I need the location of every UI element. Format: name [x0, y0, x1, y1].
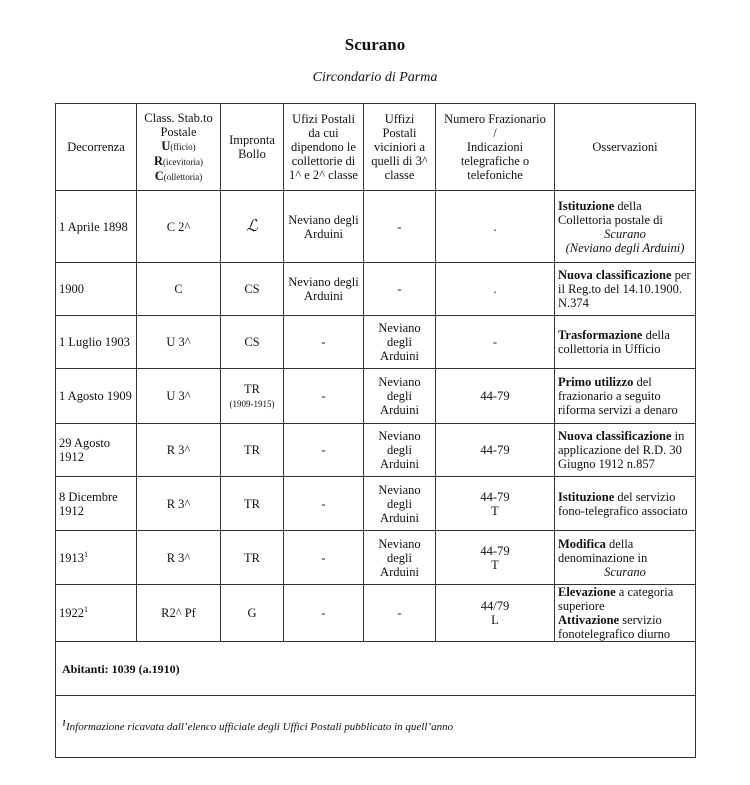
- oss-bold: Istituzione: [558, 489, 615, 504]
- oss-text: del frazionario a seguito riforma servizi a denaro: [558, 375, 678, 417]
- page-subtitle: Circondario di Parma: [312, 70, 438, 85]
- cell-decorrenza: 1 Agosto 1909: [56, 369, 137, 424]
- oss-bold: Modifica: [558, 536, 606, 551]
- cell-numero: [436, 585, 555, 642]
- numero-indicator: T: [491, 557, 499, 572]
- cell-numero: [436, 477, 555, 531]
- cell-impronta: TR: [221, 477, 284, 531]
- cell-osservazioni: [555, 424, 696, 477]
- cell-uffizi: -: [364, 191, 436, 263]
- oss-bold-2: Attivazione: [558, 613, 620, 627]
- cell-osservazioni: [555, 585, 696, 642]
- cell-impronta: CS: [221, 263, 284, 316]
- oss-bold: Primo utilizzo: [558, 375, 634, 389]
- numero-value: 44/79: [480, 599, 510, 613]
- cell-impronta: TR: [221, 531, 284, 585]
- footnote-text: Informazione ricavata dall’elenco ufficiale degli Uffici Postali pubblicato in quell’anno: [66, 720, 454, 733]
- table-row: [56, 316, 696, 369]
- table-row: [56, 191, 696, 263]
- cell-numero: 44-79: [436, 424, 555, 477]
- oss-text: in applicazione del R.D. 30 Giugno 1912 n.857: [558, 429, 685, 471]
- header-class-line2: Postale: [160, 124, 197, 139]
- table-row: [56, 369, 696, 424]
- cell-classe: C: [137, 263, 221, 316]
- cell-decorrenza: 1900: [56, 263, 137, 316]
- oss-text: del servizio fono-telegrafico associato: [558, 489, 688, 518]
- cell-uffizi: -: [364, 263, 436, 316]
- footnote-mark: 1: [62, 717, 66, 727]
- cell-osservazioni: [555, 191, 696, 263]
- cell-classe: R 3^: [137, 424, 221, 477]
- footnote-ref: 1: [84, 549, 88, 559]
- cell-ufizi: -: [284, 316, 364, 369]
- header-class-line1: Class. Stab.to: [144, 110, 213, 125]
- numero-value: 44-79: [480, 489, 510, 504]
- cell-uffizi: Neviano degli Arduini: [364, 316, 436, 369]
- cell-impronta: TR: [221, 424, 284, 477]
- oss-text: della collettoria in Ufficio: [558, 328, 670, 356]
- cell-impronta: G: [221, 585, 284, 642]
- cell-classe: C 2^: [137, 191, 221, 263]
- cell-uffizi: Neviano degli Arduini: [364, 477, 436, 531]
- decorrenza-value: 1913: [59, 550, 84, 565]
- table-row: [56, 477, 696, 531]
- header-class-u-rest: (fficio): [170, 141, 196, 152]
- header-class-r-rest: (icevitoria): [163, 156, 203, 167]
- cell-ufizi: -: [284, 531, 364, 585]
- header-numero: [436, 104, 555, 191]
- header-class-r: R: [153, 153, 164, 168]
- cell-decorrenza: [56, 531, 137, 585]
- cell-numero: [436, 531, 555, 585]
- table-row: [56, 585, 696, 642]
- cell-uffizi: -: [364, 585, 436, 642]
- cell-decorrenza: 29 Agosto 1912: [56, 424, 137, 477]
- header-class-u: U: [161, 138, 171, 153]
- cell-ufizi: -: [284, 585, 364, 642]
- cell-numero: 44-79: [436, 369, 555, 424]
- impronta-value: TR: [244, 381, 260, 396]
- oss-italic-2: (Neviano degli Arduini): [565, 240, 685, 255]
- cell-osservazioni: [555, 316, 696, 369]
- cell-decorrenza: [56, 585, 137, 642]
- table-row: [56, 263, 696, 316]
- numero-value: 44-79: [480, 543, 510, 558]
- cell-decorrenza: 1 Luglio 1903: [56, 316, 137, 369]
- cell-ufizi: -: [284, 477, 364, 531]
- cell-numero: -: [436, 316, 555, 369]
- header-numero-line1: Numero Frazionario: [444, 112, 546, 126]
- impronta-note: (1909-1915): [229, 398, 275, 409]
- oss-bold: Nuova classificazione: [558, 429, 672, 443]
- header-numero-line2: /: [493, 126, 497, 140]
- numero-indicator: T: [491, 503, 499, 518]
- header-impronta: Impronta Bollo: [221, 104, 284, 191]
- cell-numero: .: [436, 191, 555, 263]
- oss-text: per il Reg.to del 14.10.1900. N.374: [558, 268, 691, 310]
- abitanti-row: [56, 642, 696, 696]
- footnote: [56, 696, 696, 758]
- header-row: [56, 104, 696, 191]
- cell-ufizi: -: [284, 424, 364, 477]
- footnote-ref: 1: [84, 604, 88, 614]
- oss-text: a categoria superiore: [558, 585, 674, 613]
- header-ufizi: Ufizi Postali da cui dipendono le collettorie di 1^ e 2^ classe: [284, 104, 364, 191]
- cell-ufizi: -: [284, 369, 364, 424]
- postal-history-table: [55, 103, 696, 758]
- oss-text: della Collettoria postale di: [558, 198, 663, 227]
- cell-impronta: ℒ: [221, 191, 284, 263]
- header-numero-line3: Indicazioni telegrafiche o telefoniche: [460, 140, 530, 182]
- cell-ufizi: Neviano degli Arduini: [284, 191, 364, 263]
- cell-osservazioni: [555, 531, 696, 585]
- oss-bold: Trasformazione: [558, 328, 643, 342]
- cell-classe: R 3^: [137, 477, 221, 531]
- cell-osservazioni: [555, 477, 696, 531]
- cell-decorrenza: 8 Dicembre 1912: [56, 477, 137, 531]
- cell-numero: .: [436, 263, 555, 316]
- oss-bold: Istituzione: [558, 198, 615, 213]
- cell-osservazioni: [555, 263, 696, 316]
- page-title: Scurano: [344, 35, 406, 54]
- footnote-row: [56, 696, 696, 758]
- cell-classe: R 3^: [137, 531, 221, 585]
- cell-uffizi: Neviano degli Arduini: [364, 531, 436, 585]
- header-osservazioni: Osservazioni: [555, 104, 696, 191]
- cell-impronta: CS: [221, 316, 284, 369]
- header-uffizi: Uffizi Postali viciniori a quelli di 3^ classe: [364, 104, 436, 191]
- abitanti: Abitanti: 1039 (a.1910): [56, 642, 696, 696]
- decorrenza-value: 1922: [59, 606, 84, 620]
- cell-classe: R2^ Pf: [137, 585, 221, 642]
- cell-uffizi: Neviano degli Arduini: [364, 424, 436, 477]
- oss-italic: Scurano: [604, 226, 646, 241]
- header-class-c-rest: (ollettoria): [163, 171, 203, 182]
- table-row: [56, 424, 696, 477]
- header-class-c: C: [154, 168, 164, 183]
- oss-bold: Nuova classificazione: [558, 268, 672, 282]
- header-classificazione: [137, 104, 221, 191]
- oss-text-2: servizio fonotelegrafico diurno: [558, 613, 671, 641]
- cell-osservazioni: [555, 369, 696, 424]
- cell-impronta: [221, 369, 284, 424]
- cell-classe: U 3^: [137, 316, 221, 369]
- oss-bold: Elevazione: [558, 585, 616, 599]
- header-decorrenza: Decorrenza: [56, 104, 137, 191]
- cell-uffizi: Neviano degli Arduini: [364, 369, 436, 424]
- cell-classe: U 3^: [137, 369, 221, 424]
- oss-text: della denominazione in: [558, 536, 648, 565]
- numero-indicator: L: [491, 613, 499, 627]
- table-row: [56, 531, 696, 585]
- cell-ufizi: Neviano degli Arduini: [284, 263, 364, 316]
- cell-decorrenza: 1 Aprile 1898: [56, 191, 137, 263]
- oss-italic: Scurano: [604, 564, 646, 579]
